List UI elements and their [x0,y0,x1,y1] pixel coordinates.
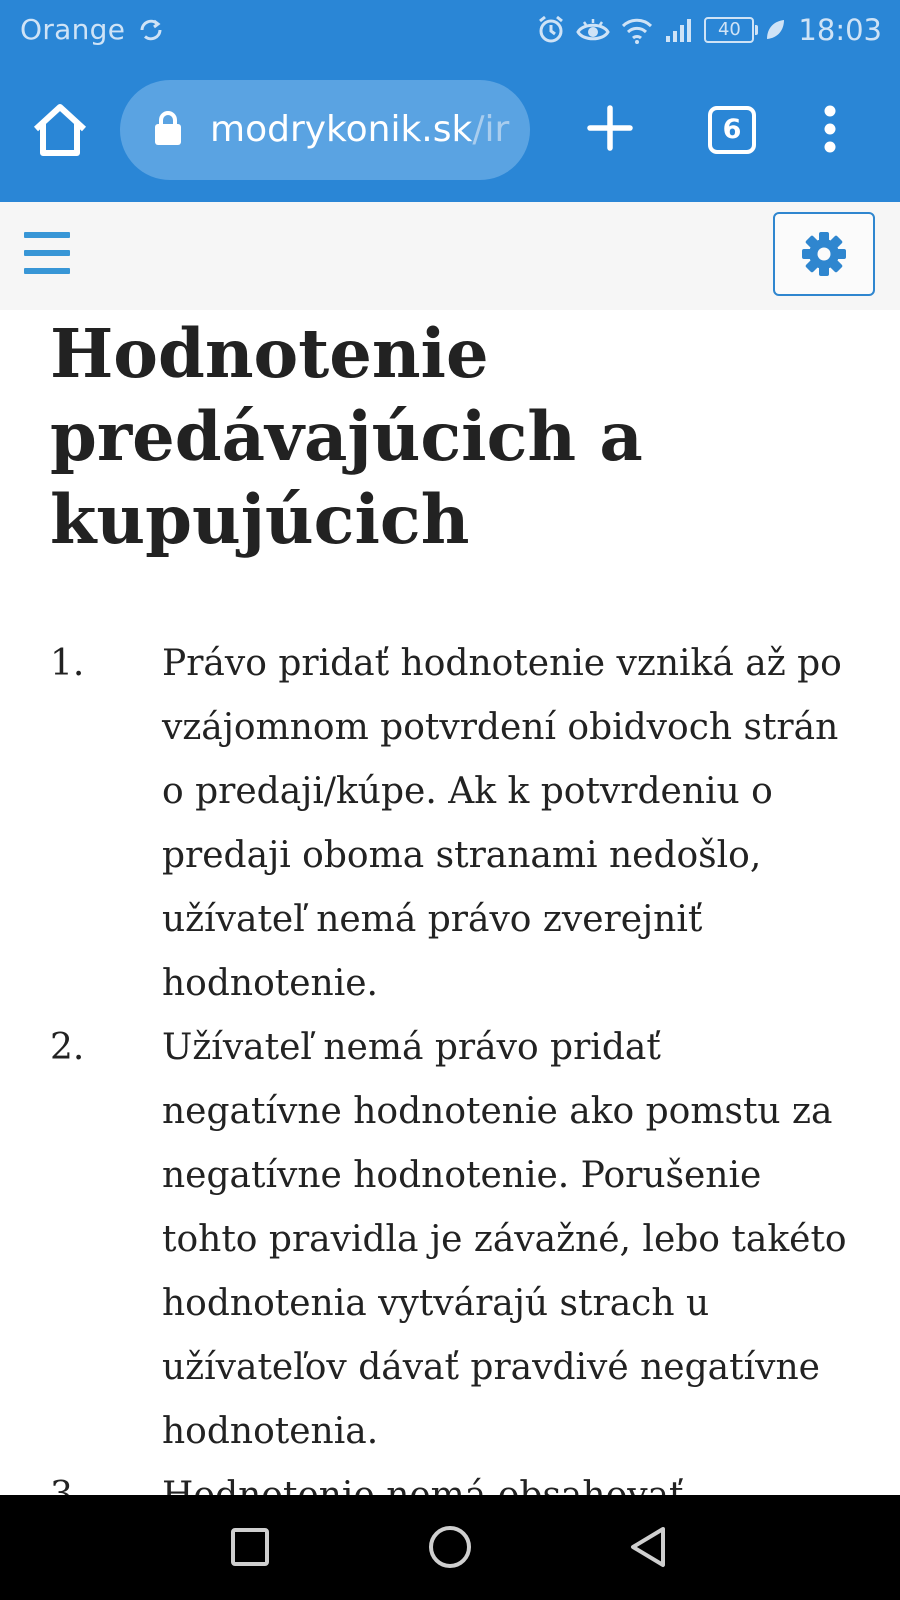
recents-icon[interactable] [230,1527,270,1567]
url-domain: modrykonik.sk [210,109,473,150]
sync-icon [138,17,164,43]
home-circle-icon[interactable] [428,1525,472,1569]
new-tab-button[interactable] [586,98,634,158]
plus-icon [586,98,634,158]
hamburger-menu-icon[interactable] [24,232,70,276]
list-item-number: 2. [50,1027,85,1068]
battery-icon: 40 [704,17,754,43]
list-item-text: Užívateľ nemá právo pridať negatívne hodnotenie ako pomstu za negatívne hodnotenie. Porušenie tohto pravidla je závažné, lebo takéto hodnotenia vytvárajú strach u užívateľov dávať pravdivé negatívne hodnotenia. [162,1027,847,1452]
eye-comfort-icon [576,16,610,44]
carrier [20,13,164,46]
signal-icon [664,16,694,44]
more-vert-icon [818,104,842,154]
page-title: Hodnotenie predávajúcich a kupujúcich [50,314,643,559]
status-bar [0,0,900,62]
address-bar[interactable] [120,80,530,180]
status-icons [536,12,882,48]
overflow-menu-button[interactable] [818,104,842,154]
list-item [0,632,900,1016]
carrier-name: Orange [20,13,126,46]
list-item-number: 1. [50,643,85,684]
list-item-text: Právo pridať hodnotenie vzniká až po vzájomnom potvrdení obidvoch strán o predaji/kúpe. Ak k potvrdeniu o predaji oboma stranami nedošlo, užívateľ nemá právo zverejniť hodnotenie. [162,643,842,1004]
list-item [0,1016,900,1464]
browser-toolbar [0,62,900,202]
site-header [0,202,900,311]
wifi-icon [620,15,654,45]
home-icon [30,102,90,158]
tab-switcher-button[interactable]: 6 [708,106,756,154]
url-text [210,107,510,153]
lock-icon [154,110,182,146]
rules-list [0,632,900,1528]
leaf-icon [764,18,786,42]
home-button[interactable] [30,102,90,158]
back-icon[interactable] [628,1525,668,1569]
gear-icon [801,231,847,277]
page-content [0,310,900,1495]
url-path: /ir [472,109,510,150]
settings-button[interactable] [773,212,875,296]
system-nav-bar [0,1495,900,1600]
alarm-icon [536,15,566,45]
clock: 18:03 [798,13,882,47]
